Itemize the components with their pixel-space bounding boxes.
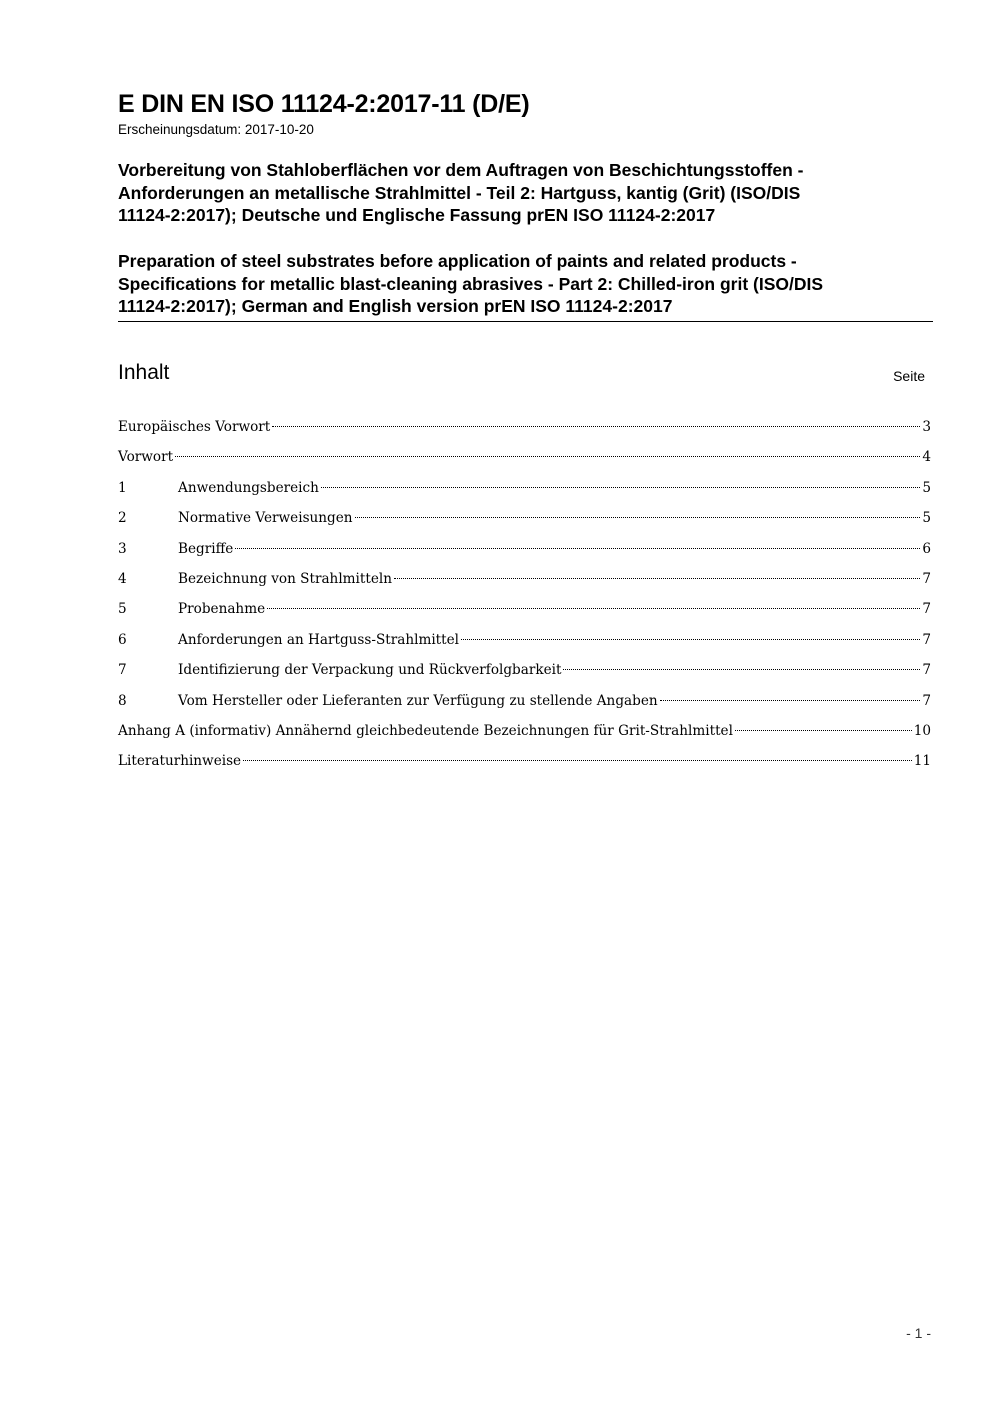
toc-entry-title: Europäisches Vorwort	[118, 419, 271, 435]
toc-entry-title: Normative Verweisungen	[178, 510, 353, 527]
toc-entry-number: 3	[118, 540, 127, 557]
toc-heading: Inhalt	[118, 361, 170, 384]
toc-entry-page: 7	[922, 662, 931, 679]
toc-entry-normative-references[interactable]	[118, 505, 931, 535]
table-of-contents	[118, 414, 931, 779]
toc-entry-page: 5	[922, 479, 931, 496]
title-english	[118, 250, 938, 318]
title-english-line: Preparation of steel substrates before application of paints and related products -	[118, 251, 797, 271]
toc-leader-dots	[461, 639, 920, 640]
toc-leader-dots	[563, 669, 920, 670]
toc-leader-dots	[394, 578, 920, 579]
toc-entry-title: Begriffe	[178, 540, 234, 557]
toc-leader-dots	[321, 487, 920, 488]
toc-entry-bibliography[interactable]	[118, 748, 931, 778]
toc-leader-dots	[660, 700, 921, 701]
title-german	[118, 159, 938, 227]
toc-entry-title: Identifizierung der Verpackung und Rückverfolgbarkeit	[178, 662, 562, 679]
toc-entry-page: 7	[922, 570, 931, 587]
toc-entry-page: 5	[922, 510, 931, 527]
toc-entry-supplier-information[interactable]	[118, 688, 931, 718]
toc-entry-number: 6	[118, 631, 127, 648]
title-english-line: 11124-2:2017); German and English version prEN ISO 11124-2:2017	[118, 296, 673, 316]
toc-leader-dots	[355, 517, 921, 518]
toc-entry-title: Anforderungen an Hartguss-Strahlmittel	[178, 631, 460, 648]
toc-entry-title: Literaturhinweise	[118, 753, 242, 770]
toc-entry-page: 10	[913, 722, 931, 739]
toc-entry-page: 7	[922, 692, 931, 709]
toc-entry-number: 8	[118, 692, 127, 709]
toc-leader-dots	[267, 608, 920, 609]
toc-entry-title: Bezeichnung von Strahlmitteln	[178, 570, 392, 587]
publication-date: Erscheinungsdatum: 2017-10-20	[118, 122, 314, 137]
toc-entry-foreword[interactable]	[118, 444, 931, 474]
toc-leader-dots	[735, 730, 912, 731]
toc-entry-page: 4	[922, 449, 931, 466]
toc-entry-title: Vom Hersteller oder Lieferanten zur Verfügung zu stellende Angaben	[178, 692, 658, 709]
toc-leader-dots	[175, 456, 920, 457]
toc-leader-dots	[235, 548, 920, 549]
toc-entry-page: 11	[913, 753, 931, 770]
toc-entry-page: 7	[922, 601, 931, 618]
toc-entry-number: 7	[118, 662, 127, 679]
page-number: - 1 -	[906, 1325, 931, 1341]
toc-entry-title: Anwendungsbereich	[178, 479, 319, 496]
toc-entry-number: 1	[118, 479, 127, 496]
toc-entry-requirements[interactable]	[118, 627, 931, 657]
toc-entry-page: 6	[922, 540, 931, 557]
toc-entry-european-foreword[interactable]	[118, 414, 931, 444]
toc-entry-number: 2	[118, 510, 127, 527]
toc-entry-packaging[interactable]	[118, 657, 931, 687]
toc-entry-sampling[interactable]	[118, 596, 931, 626]
toc-leader-dots	[243, 760, 912, 761]
toc-entry-number: 4	[118, 570, 127, 587]
document-id: E DIN EN ISO 11124-2:2017-11 (D/E)	[118, 90, 530, 118]
toc-entry-page: 3	[922, 419, 931, 435]
toc-entry-title: Vorwort	[118, 449, 174, 466]
toc-entry-annex-a[interactable]	[118, 718, 931, 748]
toc-entry-page: 7	[922, 631, 931, 648]
title-english-line: Specifications for metallic blast-cleaning abrasives - Part 2: Chilled-iron grit (ISO/DIS	[118, 273, 824, 294]
toc-entry-designation[interactable]	[118, 566, 931, 596]
title-german-line: Anforderungen an metallische Strahlmittel - Teil 2: Hartguss, kantig (Grit) (ISO/DIS	[118, 182, 801, 203]
toc-leader-dots	[272, 426, 920, 427]
title-german-line: 11124-2:2017); Deutsche und Englische Fassung prEN ISO 11124-2:2017	[118, 205, 716, 225]
toc-page-column-label: Seite	[893, 368, 925, 384]
title-german-line: Vorbereitung von Stahloberflächen vor dem Auftragen von Beschichtungsstoffen -	[118, 160, 804, 180]
toc-entry-title: Anhang A (informativ) Annähernd gleichbedeutende Bezeichnungen für Grit-Strahlmittel	[118, 722, 733, 739]
toc-entry-title: Probenahme	[178, 601, 266, 618]
toc-entry-number: 5	[118, 601, 127, 618]
toc-entry-terms[interactable]	[118, 536, 931, 566]
toc-entry-scope[interactable]	[118, 475, 931, 505]
title-divider	[118, 321, 933, 322]
